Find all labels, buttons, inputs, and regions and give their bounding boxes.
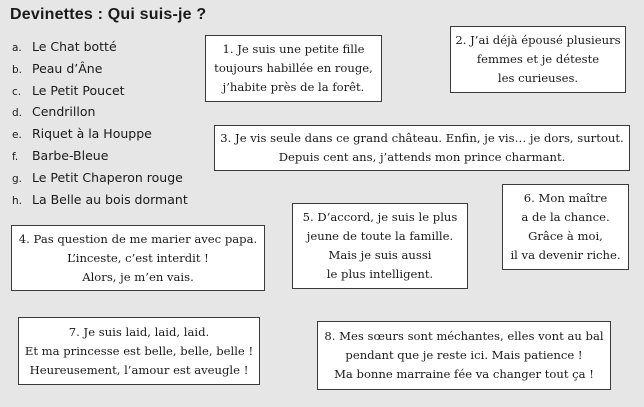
- page-title: Devinettes : Qui suis-je ?: [10, 6, 207, 23]
- riddle-card-5: [292, 203, 468, 289]
- answer-letter: d.: [12, 107, 23, 120]
- riddle-card-6: [502, 184, 629, 270]
- riddle-line: les curieuses.: [497, 71, 579, 85]
- riddle-line: il va devenir riche.: [510, 248, 621, 262]
- answer-text: Cendrillon: [31, 104, 96, 120]
- riddle-line: femmes et je déteste: [476, 52, 600, 66]
- riddle-line: jeune de toute la famille.: [306, 229, 454, 243]
- riddle-line: 8. Mes sœurs sont méchantes, elles vont au bal: [324, 329, 604, 343]
- riddle-line: Heureusement, l’amour est aveugle !: [29, 362, 249, 377]
- answer-letter: c.: [12, 85, 22, 98]
- riddle-card-3: [214, 125, 630, 171]
- answer-text: Le Petit Poucet: [31, 82, 125, 98]
- riddle-card-7: [18, 317, 260, 385]
- answer-item: [12, 58, 188, 80]
- riddle-line: pendant que je reste ici. Mais patience !: [345, 348, 583, 362]
- answer-item: [12, 145, 188, 167]
- answer-item: [12, 189, 188, 211]
- riddle-line: le plus intelligent.: [326, 267, 434, 281]
- riddle-card-1: [205, 35, 382, 102]
- answer-letter: a.: [12, 42, 22, 54]
- answer-letter: b.: [12, 63, 23, 76]
- answer-item: [12, 80, 188, 102]
- answer-list: [12, 36, 188, 210]
- answer-letter: g.: [12, 172, 23, 185]
- riddle-line: a de la chance.: [521, 210, 610, 224]
- riddle-line: Ma bonne marraine fée va changer tout ça !: [334, 367, 594, 381]
- riddle-line: toujours habillée en rouge,: [214, 61, 373, 75]
- riddle-line: L’inceste, c’est interdit !: [67, 250, 209, 265]
- answer-text: La Belle au bois dormant: [31, 191, 188, 207]
- riddle-card-8: [317, 321, 611, 390]
- riddle-line: Mais je suis aussi: [328, 248, 432, 262]
- riddle-line: 6. Mon maître: [523, 191, 608, 205]
- riddle-card-2: [450, 26, 626, 93]
- riddle-line: Et ma princesse est belle, belle, belle !: [24, 343, 254, 358]
- answer-item: [12, 36, 188, 58]
- riddle-line: 5. D’accord, je suis le plus: [302, 210, 458, 224]
- riddle-line: 7. Je suis laid, laid, laid.: [68, 324, 210, 339]
- answer-text: Riquet à la Houppe: [31, 126, 152, 142]
- answer-item: [12, 123, 188, 145]
- riddle-line: 4. Pas question de me marier avec papa.: [18, 231, 258, 246]
- riddle-line: 2. J’ai déjà épousé plusieurs: [455, 33, 621, 47]
- riddle-card-4: [11, 225, 265, 291]
- answer-text: Peau d’Âne: [31, 60, 103, 76]
- riddle-line: 1. Je suis une petite fille: [222, 42, 365, 56]
- answer-letter: h.: [12, 194, 22, 207]
- answer-letter: e.: [12, 129, 22, 142]
- riddle-line: j’habite près de la forêt.: [222, 80, 365, 94]
- answer-text: Le Petit Chaperon rouge: [31, 169, 183, 185]
- answer-item: [12, 101, 188, 123]
- answer-letter: f.: [12, 150, 19, 163]
- answer-item: [12, 167, 188, 189]
- answer-text: Le Chat botté: [31, 39, 117, 54]
- riddle-line: 3. Je vis seule dans ce grand château. Enfin, je vis… je dors, surtout.: [220, 131, 624, 145]
- riddle-line: Grâce à moi,: [528, 229, 603, 243]
- riddle-line: Depuis cent ans, j’attends mon prince charmant.: [278, 150, 566, 164]
- answer-text: Barbe-Bleue: [31, 147, 109, 163]
- riddle-line: Alors, je m’en vais.: [82, 269, 194, 284]
